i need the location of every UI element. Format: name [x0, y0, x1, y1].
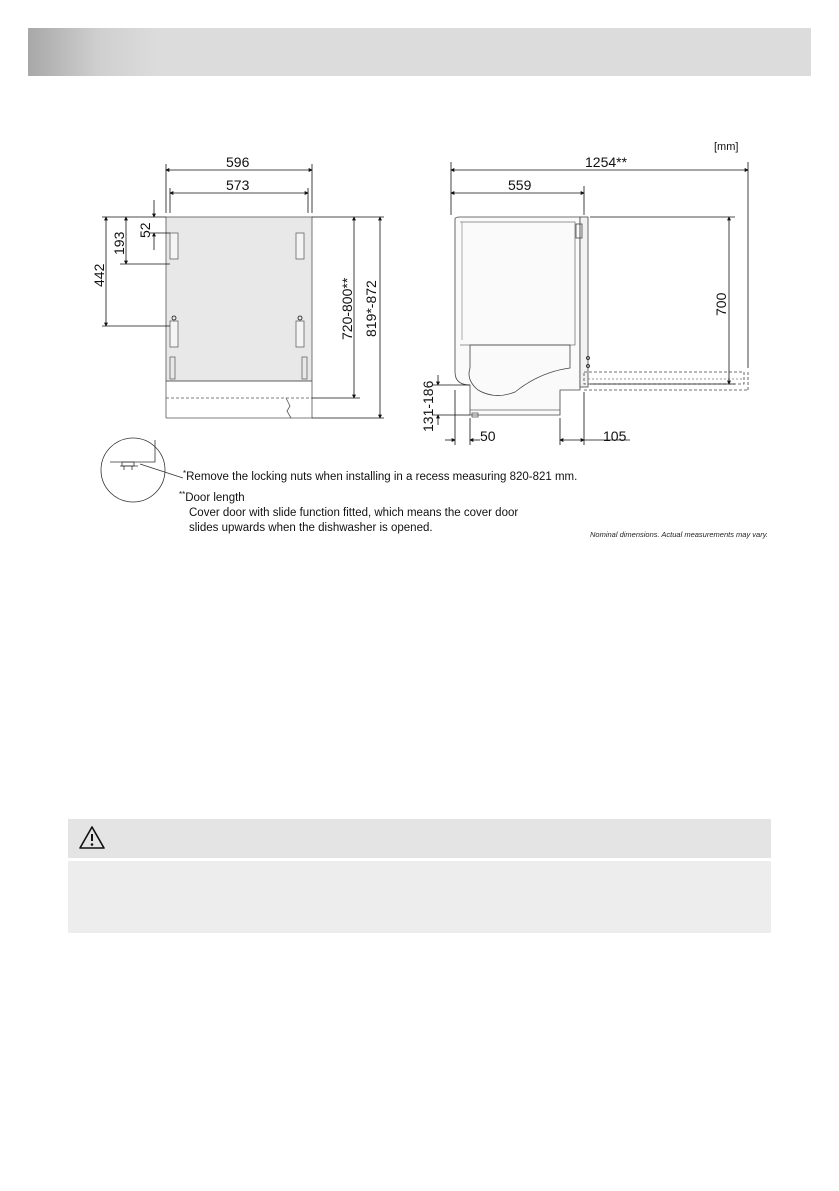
note1-text: Remove the locking nuts when installing in a recess measuring 820-821 mm.: [186, 471, 578, 483]
dim-overall-width: 596: [226, 154, 250, 170]
dim-inner-width: 573: [226, 177, 250, 193]
dim-lower-hinge: 442: [91, 263, 107, 287]
dim-door-projection: 105: [603, 428, 627, 444]
warning-body: [68, 861, 771, 933]
disclaimer: Nominal dimensions. Actual measurements may vary.: [590, 530, 768, 539]
side-view: [432, 162, 748, 445]
note2-line2: slides upwards when the dishwasher is opened.: [189, 522, 433, 534]
note-door-length: [179, 491, 245, 506]
note2-line1: Cover door with slide function fitted, which means the cover door: [189, 507, 519, 519]
dim-foot-offset: 50: [480, 428, 496, 444]
dim-top-offset: 52: [137, 222, 153, 238]
note2-marker: **: [179, 490, 186, 499]
dim-overall-depth: 1254**: [585, 154, 628, 170]
note1-marker: *: [183, 469, 187, 478]
dim-door-height: 720-800**: [339, 277, 355, 340]
dim-recess-height: 819*-872: [363, 280, 379, 337]
warning-header: [68, 819, 771, 858]
note2-title: Door length: [185, 492, 245, 504]
dim-hinge: 193: [111, 231, 127, 255]
dim-cabinet-depth: 559: [508, 177, 532, 193]
warning-triangle-icon: [78, 825, 106, 851]
units-label: [mm]: [714, 141, 739, 153]
note-locking-nuts: [183, 470, 577, 485]
dim-plinth: 131-186: [420, 380, 436, 432]
dim-height: 700: [713, 292, 729, 316]
locking-nut-detail: [101, 438, 186, 502]
